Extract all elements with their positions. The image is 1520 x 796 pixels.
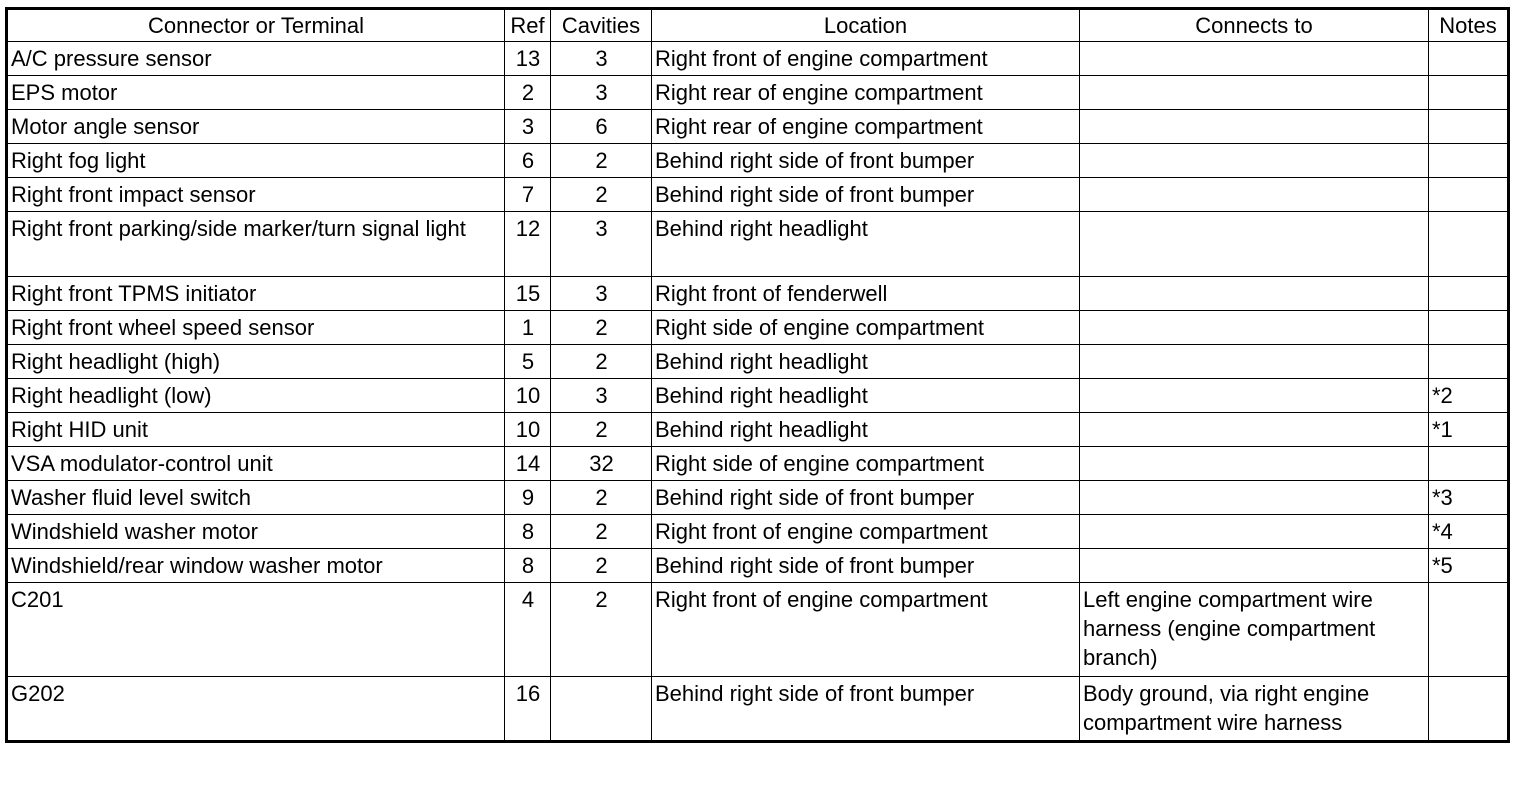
notes-cell: *5: [1429, 549, 1509, 583]
connector-cell: Right headlight (high): [7, 345, 505, 379]
cavities-cell: 2: [551, 583, 652, 677]
connector-cell: C201: [7, 583, 505, 677]
notes-cell: [1429, 677, 1509, 742]
connector-cell: Windshield/rear window washer motor: [7, 549, 505, 583]
connects-to-cell: [1080, 447, 1429, 481]
ref-cell: 3: [505, 110, 551, 144]
notes-cell: [1429, 42, 1509, 76]
location-cell: Right rear of engine compartment: [652, 76, 1080, 110]
notes-cell: [1429, 277, 1509, 311]
location-cell: Behind right headlight: [652, 345, 1080, 379]
column-header-location: Location: [652, 9, 1080, 42]
connector-table: [5, 7, 1510, 743]
notes-cell: [1429, 447, 1509, 481]
location-cell: Behind right side of front bumper: [652, 178, 1080, 212]
location-cell: Right front of fenderwell: [652, 277, 1080, 311]
notes-cell: [1429, 345, 1509, 379]
connector-cell: Right headlight (low): [7, 379, 505, 413]
connector-cell: Motor angle sensor: [7, 110, 505, 144]
connector-cell: Right front TPMS initiator: [7, 277, 505, 311]
cavities-cell: 2: [551, 178, 652, 212]
ref-cell: 14: [505, 447, 551, 481]
notes-cell: *3: [1429, 481, 1509, 515]
location-cell: Right front of engine compartment: [652, 42, 1080, 76]
connector-cell: Right front parking/side marker/turn signal light: [7, 212, 505, 277]
connects-to-cell: [1080, 481, 1429, 515]
connects-to-cell: [1080, 178, 1429, 212]
connects-to-cell: [1080, 311, 1429, 345]
connector-cell: VSA modulator-control unit: [7, 447, 505, 481]
location-cell: Right front of engine compartment: [652, 515, 1080, 549]
table-row: [7, 549, 1509, 583]
ref-cell: 13: [505, 42, 551, 76]
connector-cell: Washer fluid level switch: [7, 481, 505, 515]
notes-cell: [1429, 76, 1509, 110]
location-cell: Right side of engine compartment: [652, 447, 1080, 481]
table-row: [7, 583, 1509, 677]
cavities-cell: 2: [551, 515, 652, 549]
location-cell: Behind right headlight: [652, 413, 1080, 447]
cavities-cell: 32: [551, 447, 652, 481]
cavities-cell: 3: [551, 277, 652, 311]
location-cell: Behind right side of front bumper: [652, 144, 1080, 178]
cavities-cell: 6: [551, 110, 652, 144]
cavities-cell: 3: [551, 42, 652, 76]
notes-cell: *4: [1429, 515, 1509, 549]
table-row: [7, 76, 1509, 110]
ref-cell: 8: [505, 515, 551, 549]
table-row: [7, 277, 1509, 311]
table-row: [7, 447, 1509, 481]
table-row: [7, 481, 1509, 515]
cavities-cell: 2: [551, 549, 652, 583]
table-row: [7, 212, 1509, 277]
cavities-cell: 2: [551, 413, 652, 447]
connects-to-cell: [1080, 110, 1429, 144]
cavities-cell: [551, 677, 652, 742]
connector-cell: G202: [7, 677, 505, 742]
ref-cell: 9: [505, 481, 551, 515]
connects-to-cell: [1080, 277, 1429, 311]
notes-cell: [1429, 212, 1509, 277]
table-row: [7, 110, 1509, 144]
table-row: [7, 144, 1509, 178]
ref-cell: 5: [505, 345, 551, 379]
cavities-cell: 3: [551, 212, 652, 277]
connects-to-cell: [1080, 42, 1429, 76]
table-row: [7, 515, 1509, 549]
ref-cell: 7: [505, 178, 551, 212]
location-cell: Behind right headlight: [652, 212, 1080, 277]
cavities-cell: 2: [551, 345, 652, 379]
location-cell: Behind right side of front bumper: [652, 549, 1080, 583]
ref-cell: 16: [505, 677, 551, 742]
connects-to-cell: [1080, 76, 1429, 110]
connects-to-cell: Body ground, via right engine compartment wire harness: [1080, 677, 1429, 742]
connects-to-cell: [1080, 549, 1429, 583]
ref-cell: 2: [505, 76, 551, 110]
connector-cell: Windshield washer motor: [7, 515, 505, 549]
notes-cell: [1429, 583, 1509, 677]
notes-cell: [1429, 110, 1509, 144]
connects-to-cell: [1080, 345, 1429, 379]
column-header-ref: Ref: [505, 9, 551, 42]
notes-cell: [1429, 311, 1509, 345]
table-row: [7, 42, 1509, 76]
connector-cell: Right HID unit: [7, 413, 505, 447]
notes-cell: [1429, 178, 1509, 212]
table-header-row: [7, 9, 1509, 42]
location-cell: Behind right side of front bumper: [652, 481, 1080, 515]
column-header-connects-to: Connects to: [1080, 9, 1429, 42]
connects-to-cell: [1080, 379, 1429, 413]
table-row: [7, 677, 1509, 742]
location-cell: Behind right headlight: [652, 379, 1080, 413]
column-header-notes: Notes: [1429, 9, 1509, 42]
location-cell: Right side of engine compartment: [652, 311, 1080, 345]
location-cell: Right rear of engine compartment: [652, 110, 1080, 144]
column-header-connector: Connector or Terminal: [7, 9, 505, 42]
location-cell: Right front of engine compartment: [652, 583, 1080, 677]
connector-cell: A/C pressure sensor: [7, 42, 505, 76]
notes-cell: [1429, 144, 1509, 178]
connects-to-cell: [1080, 212, 1429, 277]
connects-to-cell: [1080, 515, 1429, 549]
notes-cell: *1: [1429, 413, 1509, 447]
connector-cell: Right front impact sensor: [7, 178, 505, 212]
connects-to-cell: [1080, 144, 1429, 178]
table-row: [7, 345, 1509, 379]
table-row: [7, 311, 1509, 345]
notes-cell: *2: [1429, 379, 1509, 413]
column-header-cavities: Cavities: [551, 9, 652, 42]
connector-cell: Right fog light: [7, 144, 505, 178]
ref-cell: 1: [505, 311, 551, 345]
location-cell: Behind right side of front bumper: [652, 677, 1080, 742]
connects-to-cell: [1080, 413, 1429, 447]
cavities-cell: 3: [551, 76, 652, 110]
ref-cell: 4: [505, 583, 551, 677]
cavities-cell: 3: [551, 379, 652, 413]
ref-cell: 6: [505, 144, 551, 178]
cavities-cell: 2: [551, 144, 652, 178]
cavities-cell: 2: [551, 311, 652, 345]
ref-cell: 10: [505, 413, 551, 447]
cavities-cell: 2: [551, 481, 652, 515]
ref-cell: 15: [505, 277, 551, 311]
table-row: [7, 379, 1509, 413]
connects-to-cell: Left engine compartment wire harness (engine compartment branch): [1080, 583, 1429, 677]
table-row: [7, 178, 1509, 212]
ref-cell: 8: [505, 549, 551, 583]
ref-cell: 12: [505, 212, 551, 277]
connector-cell: Right front wheel speed sensor: [7, 311, 505, 345]
connector-cell: EPS motor: [7, 76, 505, 110]
table-row: [7, 413, 1509, 447]
ref-cell: 10: [505, 379, 551, 413]
